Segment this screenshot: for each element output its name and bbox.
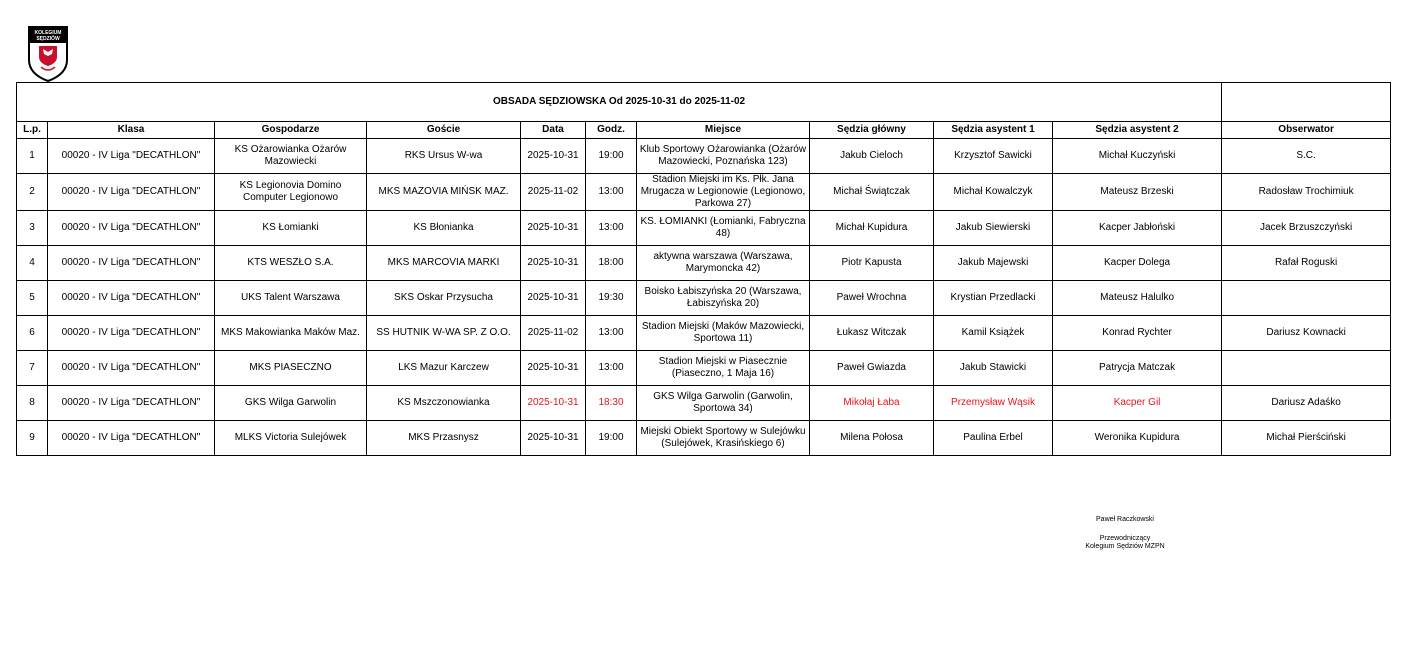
cell-sedzia-glowny: Jakub Cieloch [810, 139, 934, 174]
table-row [17, 246, 1391, 281]
table-row [17, 139, 1391, 174]
table-row [17, 211, 1391, 246]
table-row [17, 421, 1391, 456]
col-header-miejsce: Miejsce [637, 122, 810, 139]
cell-obserwator: Rafał Roguski [1222, 246, 1391, 281]
cell-miejsce: Stadion Miejski (Maków Mazowiecki, Sportowa 11) [637, 316, 810, 351]
cell-goscie: LKS Mazur Karczew [367, 351, 521, 386]
cell-klasa: 00020 - IV Liga "DECATHLON" [48, 281, 215, 316]
col-header-sedzia-glowny: Sędzia główny [810, 122, 934, 139]
cell-asystent-2: Patrycja Matczak [1053, 351, 1222, 386]
cell-obserwator: S.C. [1222, 139, 1391, 174]
table-row [17, 316, 1391, 351]
cell-data: 2025-10-31 [521, 386, 586, 421]
cell-asystent-1: Kamil Książek [934, 316, 1053, 351]
cell-obserwator: Michał Pierściński [1222, 421, 1391, 456]
cell-goscie: SKS Oskar Przysucha [367, 281, 521, 316]
cell-godz: 19:00 [586, 421, 637, 456]
cell-godz: 18:30 [586, 386, 637, 421]
cell-gospodarze: MKS PIASECZNO [215, 351, 367, 386]
col-header-data: Data [521, 122, 586, 139]
assignment-table [16, 82, 1391, 456]
cell-klasa: 00020 - IV Liga "DECATHLON" [48, 246, 215, 281]
cell-sedzia-glowny: Mikołaj Łaba [810, 386, 934, 421]
signature-name: Paweł Raczkowski [1096, 516, 1154, 523]
cell-lp: 5 [17, 281, 48, 316]
cell-asystent-2: Konrad Rychter [1053, 316, 1222, 351]
cell-miejsce: Stadion Miejski w Piasecznie (Piaseczno, 1 Maja 16) [637, 351, 810, 386]
col-header-goscie: Goście [367, 122, 521, 139]
signature-organization: Kolegium Sędziów MZPN [1085, 543, 1165, 550]
cell-gospodarze: GKS Wilga Garwolin [215, 386, 367, 421]
cell-data: 2025-10-31 [521, 139, 586, 174]
table-row [17, 351, 1391, 386]
cell-miejsce: GKS Wilga Garwolin (Garwolin, Sportowa 34) [637, 386, 810, 421]
cell-godz: 13:00 [586, 211, 637, 246]
cell-sedzia-glowny: Łukasz Witczak [810, 316, 934, 351]
cell-obserwator: Radosław Trochimiuk [1222, 174, 1391, 211]
cell-goscie: MKS MARCOVIA MARKI [367, 246, 521, 281]
cell-lp: 7 [17, 351, 48, 386]
cell-godz: 13:00 [586, 174, 637, 211]
cell-goscie: KS Błonianka [367, 211, 521, 246]
cell-lp: 4 [17, 246, 48, 281]
cell-sedzia-glowny: Paweł Gwiazda [810, 351, 934, 386]
cell-asystent-1: Krystian Przedlacki [934, 281, 1053, 316]
cell-obserwator: Dariusz Kownacki [1222, 316, 1391, 351]
cell-klasa: 00020 - IV Liga "DECATHLON" [48, 386, 215, 421]
cell-asystent-1: Michał Kowalczyk [934, 174, 1053, 211]
cell-godz: 13:00 [586, 316, 637, 351]
cell-klasa: 00020 - IV Liga "DECATHLON" [48, 351, 215, 386]
cell-miejsce: Boisko Łabiszyńska 20 (Warszawa, Łabiszyńska 20) [637, 281, 810, 316]
cell-asystent-1: Paulina Erbel [934, 421, 1053, 456]
header-row [17, 122, 1391, 139]
cell-klasa: 00020 - IV Liga "DECATHLON" [48, 421, 215, 456]
cell-data: 2025-11-02 [521, 174, 586, 211]
cell-gospodarze: KTS WESZŁO S.A. [215, 246, 367, 281]
cell-asystent-1: Jakub Siewierski [934, 211, 1053, 246]
cell-asystent-2: Kacper Dolega [1053, 246, 1222, 281]
cell-godz: 13:00 [586, 351, 637, 386]
cell-miejsce: Klub Sportowy Ożarowianka (Ożarów Mazowiecki, Poznańska 123) [637, 139, 810, 174]
cell-godz: 19:30 [586, 281, 637, 316]
cell-asystent-2: Mateusz Halulko [1053, 281, 1222, 316]
cell-sedzia-glowny: Milena Połosa [810, 421, 934, 456]
cell-asystent-1: Krzysztof Sawicki [934, 139, 1053, 174]
cell-sedzia-glowny: Paweł Wrochna [810, 281, 934, 316]
cell-goscie: RKS Ursus W-wa [367, 139, 521, 174]
col-header-obserwator: Obserwator [1222, 122, 1391, 139]
cell-gospodarze: KS Ożarowianka Ożarów Mazowiecki [215, 139, 367, 174]
cell-asystent-2: Kacper Jabłoński [1053, 211, 1222, 246]
cell-sedzia-glowny: Piotr Kapusta [810, 246, 934, 281]
cell-data: 2025-10-31 [521, 211, 586, 246]
cell-sedzia-glowny: Michał Kupidura [810, 211, 934, 246]
title-empty-cell [1222, 83, 1391, 122]
table-row [17, 174, 1391, 211]
signature-role: Przewodniczący [1099, 535, 1151, 542]
table-row [17, 386, 1391, 421]
cell-goscie: KS Mszczonowianka [367, 386, 521, 421]
cell-gospodarze: KS Legionovia Domino Computer Legionowo [215, 174, 367, 211]
cell-data: 2025-10-31 [521, 351, 586, 386]
cell-goscie: SS HUTNIK W-WA SP. Z O.O. [367, 316, 521, 351]
cell-goscie: MKS MAZOVIA MIŃSK MAZ. [367, 174, 521, 211]
logo-line1: KOLEGIUM [34, 30, 62, 36]
col-header-klasa: Klasa [48, 122, 215, 139]
cell-gospodarze: UKS Talent Warszawa [215, 281, 367, 316]
cell-lp: 8 [17, 386, 48, 421]
kolegium-logo [27, 26, 69, 82]
cell-obserwator [1222, 281, 1391, 316]
signature-block [1055, 516, 1195, 551]
cell-asystent-1: Jakub Stawicki [934, 351, 1053, 386]
col-header-godz: Godz. [586, 122, 637, 139]
table-title: OBSADA SĘDZIOWSKA Od 2025-10-31 do 2025-11-02 [17, 83, 1222, 122]
cell-gospodarze: KS Łomianki [215, 211, 367, 246]
cell-asystent-1: Jakub Majewski [934, 246, 1053, 281]
cell-obserwator [1222, 351, 1391, 386]
cell-miejsce: Stadion Miejski im Ks. Płk. Jana Mrugacza w Legionowie (Legionowo, Parkowa 27) [637, 174, 810, 211]
cell-sedzia-glowny: Michał Świątczak [810, 174, 934, 211]
cell-gospodarze: MKS Makowianka Maków Maz. [215, 316, 367, 351]
cell-data: 2025-11-02 [521, 316, 586, 351]
cell-lp: 3 [17, 211, 48, 246]
col-header-asystent-2: Sędzia asystent 2 [1053, 122, 1222, 139]
col-header-asystent-1: Sędzia asystent 1 [934, 122, 1053, 139]
cell-miejsce: aktywna warszawa (Warszawa, Marymoncka 42) [637, 246, 810, 281]
cell-obserwator: Dariusz Adaśko [1222, 386, 1391, 421]
cell-asystent-2: Mateusz Brzeski [1053, 174, 1222, 211]
cell-lp: 1 [17, 139, 48, 174]
cell-data: 2025-10-31 [521, 281, 586, 316]
cell-godz: 19:00 [586, 139, 637, 174]
cell-asystent-2: Michał Kuczyński [1053, 139, 1222, 174]
cell-klasa: 00020 - IV Liga "DECATHLON" [48, 316, 215, 351]
cell-asystent-2: Kacper Gil [1053, 386, 1222, 421]
col-header-lp: L.p. [17, 122, 48, 139]
cell-data: 2025-10-31 [521, 421, 586, 456]
cell-gospodarze: MLKS Victoria Sulejówek [215, 421, 367, 456]
cell-lp: 6 [17, 316, 48, 351]
cell-godz: 18:00 [586, 246, 637, 281]
logo-line2: SĘDZIÓW [36, 36, 60, 42]
cell-klasa: 00020 - IV Liga "DECATHLON" [48, 211, 215, 246]
cell-asystent-2: Weronika Kupidura [1053, 421, 1222, 456]
cell-obserwator: Jacek Brzuszczyński [1222, 211, 1391, 246]
cell-goscie: MKS Przasnysz [367, 421, 521, 456]
cell-klasa: 00020 - IV Liga "DECATHLON" [48, 174, 215, 211]
cell-miejsce: Miejski Obiekt Sportowy w Sulejówku (Sulejówek, Krasińskiego 6) [637, 421, 810, 456]
cell-lp: 9 [17, 421, 48, 456]
cell-asystent-1: Przemysław Wąsik [934, 386, 1053, 421]
cell-klasa: 00020 - IV Liga "DECATHLON" [48, 139, 215, 174]
cell-data: 2025-10-31 [521, 246, 586, 281]
col-header-gospodarze: Gospodarze [215, 122, 367, 139]
cell-miejsce: KS. ŁOMIANKI (Łomianki, Fabryczna 48) [637, 211, 810, 246]
table-row [17, 281, 1391, 316]
title-row [17, 83, 1391, 122]
cell-lp: 2 [17, 174, 48, 211]
